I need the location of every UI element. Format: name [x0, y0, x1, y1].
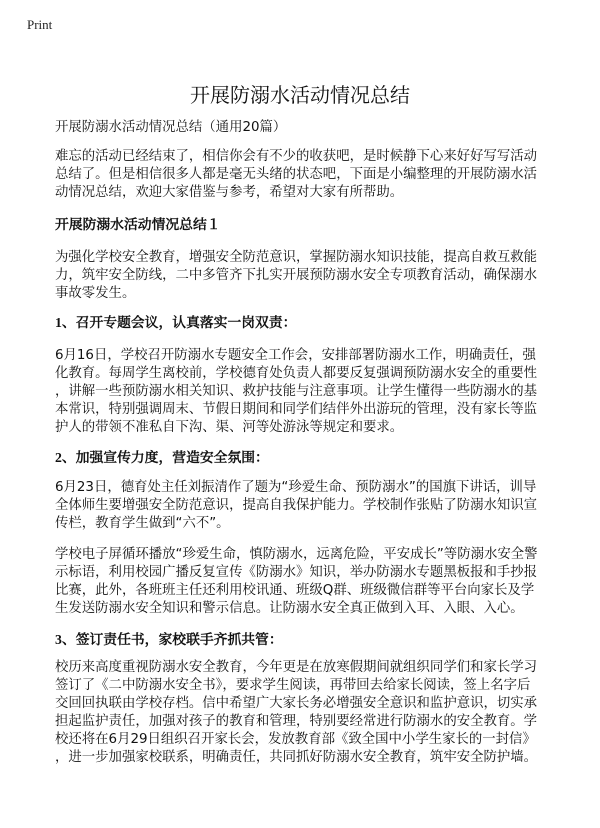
subheading-3	[55, 631, 555, 649]
text-line: 签订了《二中防溺水安全书》，要求学生阅读，再带回去给家长阅读，签上名字后	[55, 678, 531, 693]
text-line: 传栏，教育学生做到“六不”。	[55, 516, 230, 531]
text-line: 6月16日，学校召开防溺水专题安全工作会，安排部署防溺水工作，明确责任，强	[55, 348, 536, 363]
text-line: 化教育。每周学生离校前，学校德育处负责人都要反复强调预防溺水安全的重要性	[55, 366, 538, 381]
text-line: 示标语，利用校园广播反复宣传《防溺水》知识，举办防溺水专题黑板报和手抄报	[55, 565, 538, 580]
text-line: 校历来高度重视防溺水安全教育，今年更是在放寒假期间就组织同学们和家长学习	[55, 660, 538, 675]
text-line: 比赛，此外，各班班主任还利用校讯通、班级Q群、班级微信群等平台向家长及学	[55, 583, 535, 598]
print-link[interactable]: Print	[27, 17, 53, 32]
paragraph	[55, 249, 555, 303]
text-line: 交回回执联由学校存档。信中希望广大家长务必增强安全意识和监护意识，切实承	[55, 696, 538, 711]
text-line: 担起监护责任，加强对孩子的教育和管理，特别要经常进行防溺水的安全教育。学	[55, 714, 538, 729]
text-line: 难忘的活动已经结束了，相信你会有不少的收获吧，是时候静下心来好好写写活动	[55, 149, 538, 164]
section-heading-1	[55, 216, 555, 234]
text-line: 护人的带领不准私自下沟、渠、河等处游泳等规定和要求。	[55, 420, 404, 435]
heading-text: 1、召开专题会议，认真落实一岗双责：	[55, 315, 297, 330]
text-line: 总结了。但是相信很多人都是毫无头绪的状态吧，下面是小编整理的开展防溺水活	[55, 167, 538, 182]
text-line: 开展防溺水活动情况总结（通用20篇）	[55, 120, 287, 135]
text-line: 本常识，特别强调周末、节假日期间和同学们结伴外出游玩的管理，没有家长等监	[55, 402, 538, 417]
text-line: 学校电子屏循环播放“珍爱生命，慎防溺水，远离危险，平安成长”等防溺水安全警	[55, 547, 538, 562]
paragraph	[55, 659, 555, 767]
text-line: 生发送防溺水安全知识和警示信息。让防溺水安全真正做到入耳、入眼、入心。	[55, 601, 524, 616]
text-line: ，进一步加强家校联系，明确责任，共同抓好防溺水安全教育，筑牢安全防护墙。	[55, 750, 538, 765]
subtitle	[55, 119, 555, 137]
paragraph	[55, 546, 555, 618]
subheading-1	[55, 314, 555, 332]
heading-text: 开展防溺水活动情况总结１	[55, 217, 221, 232]
page-title: 开展防溺水活动情况总结	[190, 83, 410, 107]
text-line: 6月23日，德育处主任刘振清作了题为“珍爱生命、预防溺水”的国旗下讲话，训导	[55, 480, 537, 495]
subheading-2	[55, 449, 555, 467]
text-line: 力，筑牢安全防线，二中多管齐下扎实开展预防溺水安全专项教育活动，确保溺水	[55, 268, 538, 283]
heading-text: 2、加强宣传力度，营造安全氛围：	[55, 450, 269, 465]
text-line: 校还将在6月29日组织召开家长会，发放教育部《致全国中小学生家长的一封信》	[55, 732, 536, 747]
text-line: 全体师生要增强安全防范意识，提高自我保护能力。学校制作张贴了防溺水知识宣	[55, 498, 538, 513]
text-line: 事故零发生。	[55, 286, 136, 301]
intro-paragraph	[55, 148, 555, 202]
text-line: 动情况总结，欢迎大家借鉴与参考，希望对大家有所帮助。	[55, 185, 404, 200]
heading-text: 3、签订责任书，家校联手齐抓共管：	[55, 632, 283, 647]
paragraph	[55, 479, 555, 533]
text-line: 为强化学校安全教育，增强安全防范意识，掌握防溺水知识技能，提高自救互救能	[55, 250, 538, 265]
text-line: ，讲解一些预防溺水相关知识、救护技能与注意事项。让学生懂得一些防溺水的基	[55, 384, 538, 399]
paragraph	[55, 347, 555, 437]
